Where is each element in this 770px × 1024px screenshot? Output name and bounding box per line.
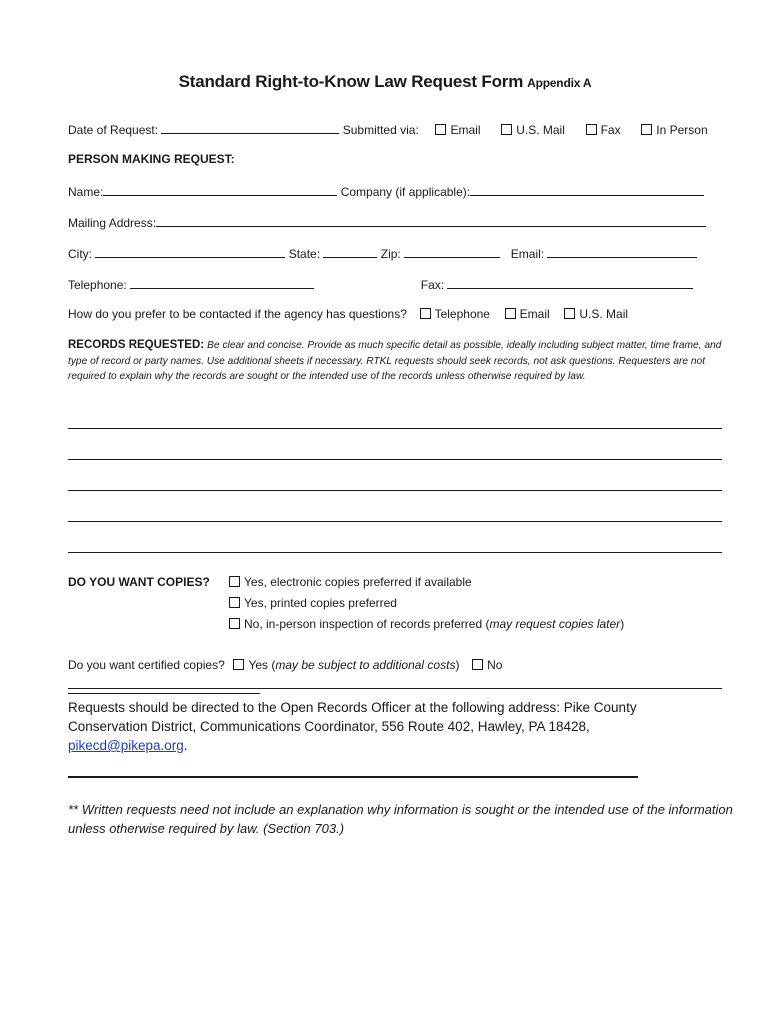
separator-rule-1: [68, 688, 722, 689]
submitted-email-checkbox[interactable]: [435, 124, 446, 135]
name-label: Name:: [68, 185, 104, 199]
submitted-fax-checkbox[interactable]: [586, 124, 597, 135]
records-instructions: Be clear and concise. Provide as much specific detail as possible, ideally including subject matter, time frame, and type of record or party names. Use additional sheets if necessary. RTKL requests should seek records, not ask questions. Requesters are not required to explain why the records are sought or the intended use of the records unless otherwise required by law.: [68, 340, 722, 382]
date-row: [68, 121, 708, 137]
submitted-mail-checkbox[interactable]: [501, 124, 512, 135]
form-title: [0, 72, 770, 92]
separator-rule-3: [68, 776, 638, 778]
name-row: [68, 183, 704, 199]
records-line-5[interactable]: [68, 552, 722, 553]
address-end: .: [183, 738, 188, 753]
copies-printed-option: [229, 596, 397, 610]
copies-inspection-prefix: No, in-person inspection of records preferred (: [244, 617, 490, 631]
copies-printed-label: Yes, printed copies preferred: [244, 596, 397, 610]
city-field[interactable]: [95, 245, 285, 258]
copies-inspection-suffix: ): [620, 617, 625, 631]
contact-question: How do you prefer to be contacted if the agency has questions?: [68, 307, 407, 321]
certified-yes-suffix: ): [455, 658, 460, 672]
records-line-1[interactable]: [68, 428, 722, 429]
submitted-fax-label: Fax: [600, 123, 621, 137]
copies-heading: DO YOU WANT COPIES?: [68, 575, 210, 589]
date-field[interactable]: [161, 121, 339, 134]
submitted-label: Submitted via:: [342, 123, 419, 137]
copies-inspection-option: [229, 617, 624, 631]
contact-email-checkbox[interactable]: [505, 308, 516, 319]
fax-label: Fax:: [420, 278, 445, 292]
telephone-row: [68, 276, 693, 292]
submitted-inperson-label: In Person: [656, 123, 708, 137]
zip-label: Zip:: [380, 247, 401, 261]
copies-inspection-italic: may request copies later: [489, 617, 621, 631]
date-label: Date of Request:: [68, 123, 159, 137]
title-text: Standard Right-to-Know Law Request Form: [178, 72, 524, 91]
email-field[interactable]: [547, 245, 697, 258]
separator-rule-2: [68, 693, 260, 694]
records-line-3[interactable]: [68, 490, 722, 491]
records-requested-block: [68, 338, 728, 385]
state-label: State:: [288, 247, 321, 261]
city-label: City:: [68, 247, 92, 261]
copies-electronic-checkbox[interactable]: [229, 576, 240, 587]
contact-email-label: Email: [519, 307, 550, 321]
city-row: [68, 245, 697, 261]
address-text: Requests should be directed to the Open Records Officer at the following address: Pike County Conservation District, Communications Coordinator, 556 Route 402, Hawley, PA 18428,: [68, 700, 637, 734]
contact-mail-checkbox[interactable]: [564, 308, 575, 319]
name-field[interactable]: [103, 183, 337, 196]
telephone-label: Telephone:: [68, 278, 127, 292]
contact-mail-label: U.S. Mail: [579, 307, 629, 321]
mailing-row: [68, 214, 706, 230]
certified-yes-prefix: Yes (: [248, 658, 276, 672]
fax-field[interactable]: [447, 276, 693, 289]
certified-no-label: No: [487, 658, 503, 672]
contact-telephone-checkbox[interactable]: [420, 308, 431, 319]
telephone-field[interactable]: [130, 276, 314, 289]
submitted-inperson-checkbox[interactable]: [641, 124, 652, 135]
mailing-label: Mailing Address:: [68, 216, 157, 230]
certified-row: [68, 658, 502, 672]
contact-telephone-label: Telephone: [434, 307, 490, 321]
records-line-2[interactable]: [68, 459, 722, 460]
copies-printed-checkbox[interactable]: [229, 597, 240, 608]
certified-yes-italic: may be subject to additional costs: [275, 658, 456, 672]
certified-no-checkbox[interactable]: [472, 659, 483, 670]
appendix-label: Appendix A: [527, 76, 592, 90]
copies-inspection-checkbox[interactable]: [229, 618, 240, 629]
mailing-field[interactable]: [156, 214, 706, 227]
submitted-mail-label: U.S. Mail: [516, 123, 565, 137]
email-label: Email:: [510, 247, 545, 261]
submitted-email-label: Email: [450, 123, 481, 137]
company-label: Company (if applicable):: [340, 185, 471, 199]
zip-field[interactable]: [404, 245, 500, 258]
copies-electronic-option: [229, 575, 472, 589]
company-field[interactable]: [470, 183, 704, 196]
certified-yes-checkbox[interactable]: [233, 659, 244, 670]
person-heading: PERSON MAKING REQUEST:: [68, 152, 235, 166]
footnote: ** Written requests need not include an explanation why information is sought or the intended use of the information unless otherwise required by law. (Section 703.): [68, 802, 733, 836]
records-label: RECORDS REQUESTED:: [68, 339, 205, 351]
records-line-4[interactable]: [68, 521, 722, 522]
copies-electronic-label: Yes, electronic copies preferred if available: [244, 575, 472, 589]
contact-email-link[interactable]: pikecd@pikepa.org: [68, 738, 184, 753]
contact-row: [68, 307, 628, 321]
certified-question: Do you want certified copies?: [68, 658, 225, 672]
address-block: [68, 698, 668, 755]
state-field[interactable]: [323, 245, 377, 258]
